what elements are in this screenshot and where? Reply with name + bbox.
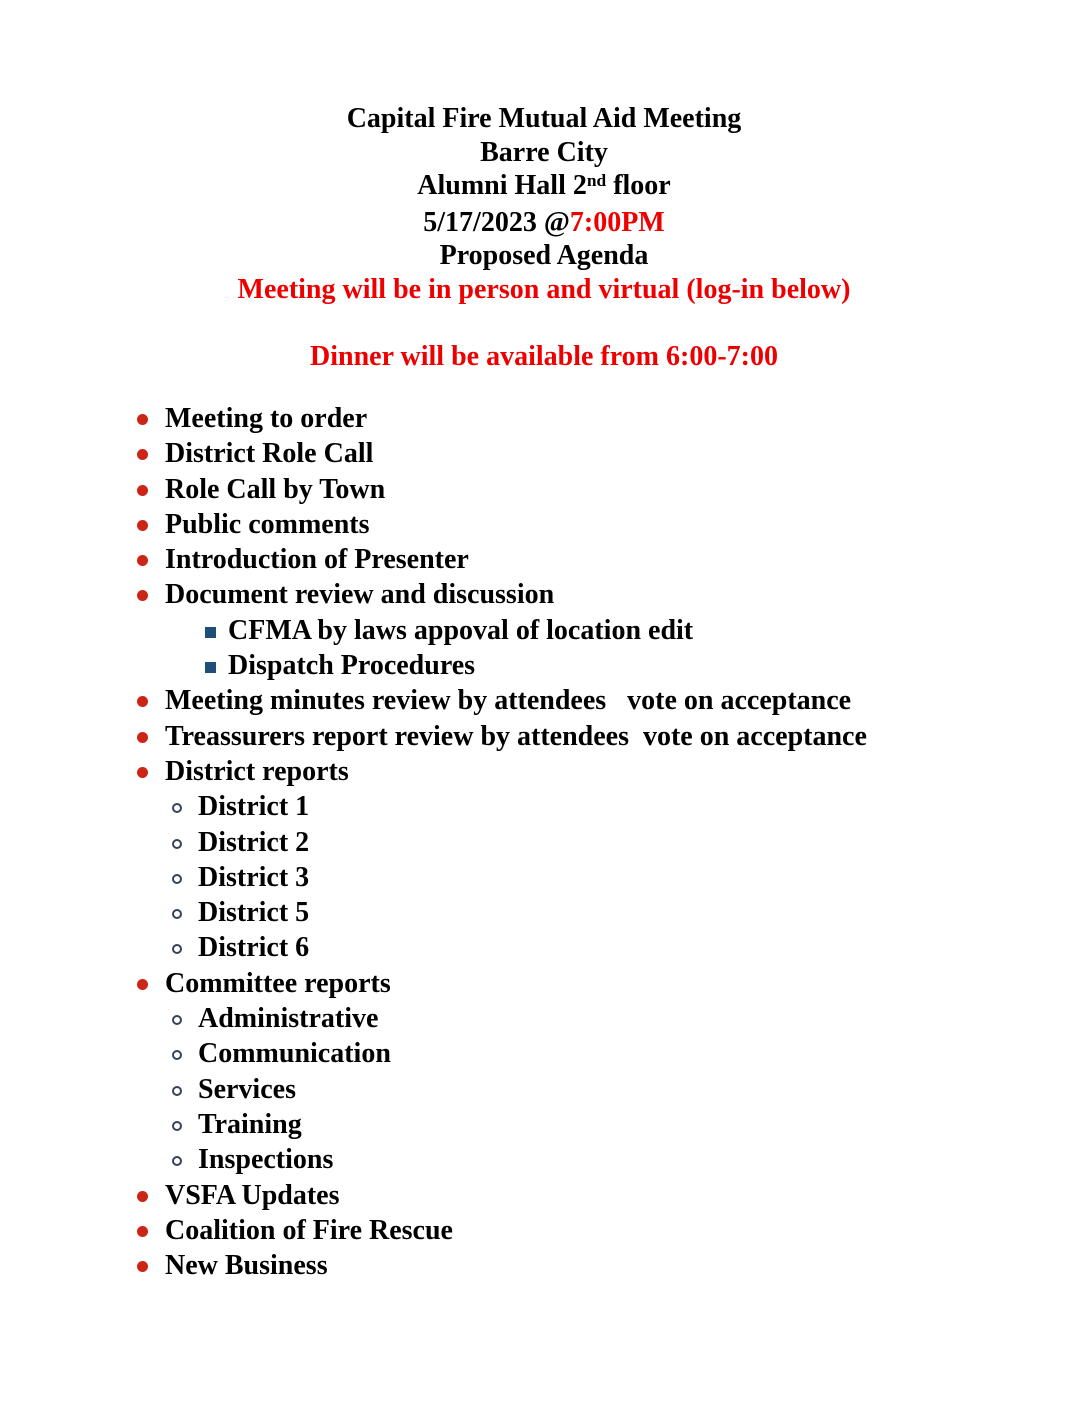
list-item	[0, 401, 1088, 436]
list-item	[0, 754, 1088, 789]
list-item-label: Services	[198, 1073, 296, 1105]
doc-location: Barre City	[480, 136, 608, 168]
square-bullet-icon	[205, 627, 216, 638]
list-item	[0, 1036, 1088, 1071]
list-item	[0, 789, 1088, 824]
doc-datetime	[0, 206, 1088, 240]
list-item-label: Coalition of Fire Rescue	[165, 1214, 453, 1246]
list-item-label: VSFA Updates	[165, 1179, 340, 1211]
list-item-label: Dispatch Procedures	[228, 650, 476, 682]
square-bullet-icon	[205, 662, 216, 673]
document-header	[0, 102, 1088, 373]
circle-bullet-icon	[172, 803, 182, 813]
disc-bullet-icon	[137, 520, 148, 531]
list-item-label: Document review and discussion	[165, 579, 555, 611]
list-item	[0, 930, 1088, 965]
list-item-label: Role Call by Town	[165, 473, 386, 505]
list-item-label: District 5	[198, 897, 310, 929]
list-item	[0, 966, 1088, 1001]
list-item	[0, 1178, 1088, 1213]
circle-bullet-icon	[172, 944, 182, 954]
list-item-label: Introduction of Presenter	[165, 544, 469, 576]
list-item-label: District 1	[198, 791, 310, 823]
list-item	[0, 719, 1088, 754]
list-item	[0, 895, 1088, 930]
list-item-label: New Business	[165, 1250, 328, 1282]
disc-bullet-icon	[137, 1226, 148, 1237]
disc-bullet-icon	[137, 590, 148, 601]
meeting-time: 7:00PM	[569, 206, 665, 238]
disc-bullet-icon	[137, 449, 148, 460]
list-item-label: District 3	[198, 861, 310, 893]
meeting-date: 5/17/2023 @	[423, 206, 570, 238]
list-item-label: CFMA by laws appoval of location edit	[228, 614, 694, 646]
list-item-label: Communication	[198, 1038, 391, 1070]
list-item	[0, 648, 1088, 683]
circle-bullet-icon	[172, 839, 182, 849]
list-item-label: Treassurers report review by attendees vote on acceptance	[165, 720, 867, 752]
list-item	[0, 1248, 1088, 1283]
circle-bullet-icon	[172, 1015, 182, 1025]
circle-bullet-icon	[172, 909, 182, 919]
list-item	[0, 577, 1088, 612]
circle-bullet-icon	[172, 1086, 182, 1096]
list-item-label: Training	[198, 1108, 302, 1140]
agenda-list	[0, 401, 1088, 1283]
circle-bullet-icon	[172, 1121, 182, 1131]
list-item	[0, 1142, 1088, 1177]
list-item	[0, 436, 1088, 471]
disc-bullet-icon	[137, 485, 148, 496]
list-item	[0, 1213, 1088, 1248]
dinner-notice: Dinner will be available from 6:00-7:00	[310, 340, 778, 372]
list-item	[0, 860, 1088, 895]
list-item	[0, 1107, 1088, 1142]
list-item	[0, 507, 1088, 542]
disc-bullet-icon	[137, 767, 148, 778]
circle-bullet-icon	[172, 1050, 182, 1060]
agenda-label: Proposed Agenda	[439, 240, 649, 271]
list-item	[0, 825, 1088, 860]
list-item	[0, 613, 1088, 648]
list-item	[0, 1072, 1088, 1107]
disc-bullet-icon	[137, 555, 148, 566]
list-item-label: Meeting to order	[165, 403, 368, 434]
list-item-label: District 6	[198, 932, 310, 964]
venue-ordinal: nd	[586, 171, 607, 191]
list-item	[0, 1001, 1088, 1036]
doc-title: Capital Fire Mutual Aid Meeting	[346, 103, 742, 134]
venue-suffix: floor	[606, 170, 671, 201]
list-item	[0, 542, 1088, 577]
disc-bullet-icon	[137, 979, 148, 990]
disc-bullet-icon	[137, 696, 148, 707]
disc-bullet-icon	[137, 732, 148, 743]
list-item-label: Meeting minutes review by attendees vote on acceptance	[165, 685, 852, 717]
disc-bullet-icon	[137, 1261, 148, 1272]
list-item-label: District reports	[165, 755, 349, 787]
list-item	[0, 472, 1088, 507]
meeting-notice: Meeting will be in person and virtual (log-in below)	[237, 273, 851, 305]
circle-bullet-icon	[172, 874, 182, 884]
disc-bullet-icon	[137, 414, 148, 425]
list-item-label: District 2	[198, 826, 310, 858]
list-item-label: Administrative	[198, 1003, 379, 1035]
venue-text: Alumni Hall 2	[417, 170, 587, 201]
doc-venue	[0, 169, 1088, 206]
list-item-label: Inspections	[198, 1144, 334, 1176]
circle-bullet-icon	[172, 1156, 182, 1166]
list-item-label: District Role Call	[165, 438, 374, 470]
list-item	[0, 683, 1088, 718]
list-item-label: Committee reports	[165, 967, 391, 999]
list-item-label: Public comments	[165, 508, 370, 540]
disc-bullet-icon	[137, 1191, 148, 1202]
